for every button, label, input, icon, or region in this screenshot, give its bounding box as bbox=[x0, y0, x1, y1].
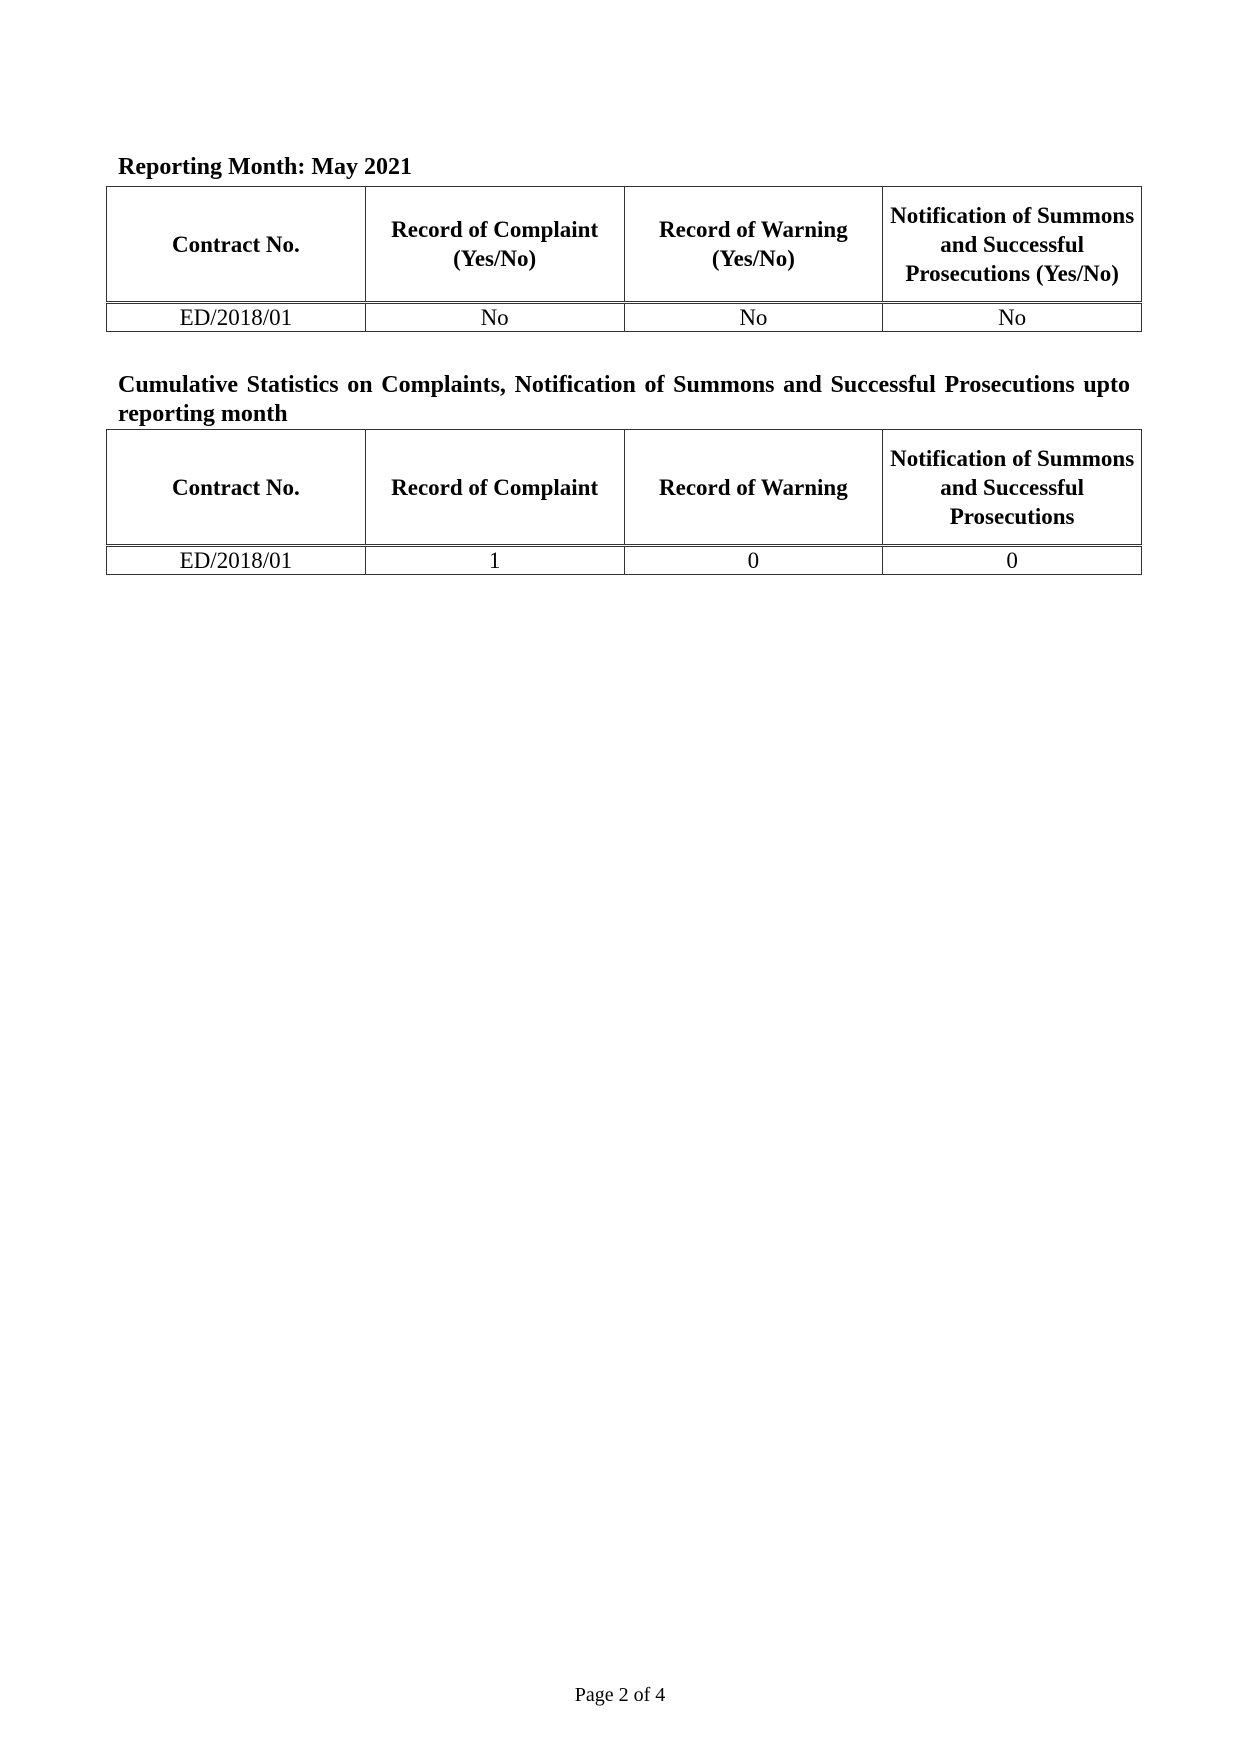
cell-contract-no: ED/2018/01 bbox=[107, 546, 366, 575]
table-header-row bbox=[107, 430, 1142, 546]
reporting-month-title: Reporting Month: May 2021 bbox=[118, 154, 412, 180]
cell-contract-no: ED/2018/01 bbox=[107, 303, 366, 332]
page-number: Page 2 of 4 bbox=[574, 1684, 666, 1706]
monthly-record-table bbox=[106, 186, 1142, 332]
cell-record-of-warning: 0 bbox=[624, 546, 883, 575]
cumulative-statistics-title: Cumulative Statistics on Complaints, Notification of Summons and Successful Prosecutions upto reporting month bbox=[118, 372, 1130, 427]
cell-record-of-complaint: No bbox=[365, 303, 624, 332]
table-row bbox=[107, 303, 1142, 332]
table-header-row bbox=[107, 187, 1142, 303]
cell-record-of-complaint: 1 bbox=[365, 546, 624, 575]
header-record-of-warning: Record of Warning bbox=[624, 430, 883, 546]
cell-summons-prosecutions: No bbox=[883, 303, 1142, 332]
header-contract-no: Contract No. bbox=[107, 430, 366, 546]
cell-summons-prosecutions: 0 bbox=[883, 546, 1142, 575]
cumulative-statistics-table bbox=[106, 429, 1142, 575]
header-summons-prosecutions: Notification of Summons and Successful Prosecutions bbox=[883, 430, 1142, 546]
header-summons-prosecutions: Notification of Summons and Successful Prosecutions (Yes/No) bbox=[883, 187, 1142, 303]
header-record-of-complaint: Record of Complaint (Yes/No) bbox=[365, 187, 624, 303]
header-contract-no: Contract No. bbox=[107, 187, 366, 303]
cell-record-of-warning: No bbox=[624, 303, 883, 332]
table-row bbox=[107, 546, 1142, 575]
header-record-of-warning: Record of Warning (Yes/No) bbox=[624, 187, 883, 303]
header-record-of-complaint: Record of Complaint bbox=[365, 430, 624, 546]
